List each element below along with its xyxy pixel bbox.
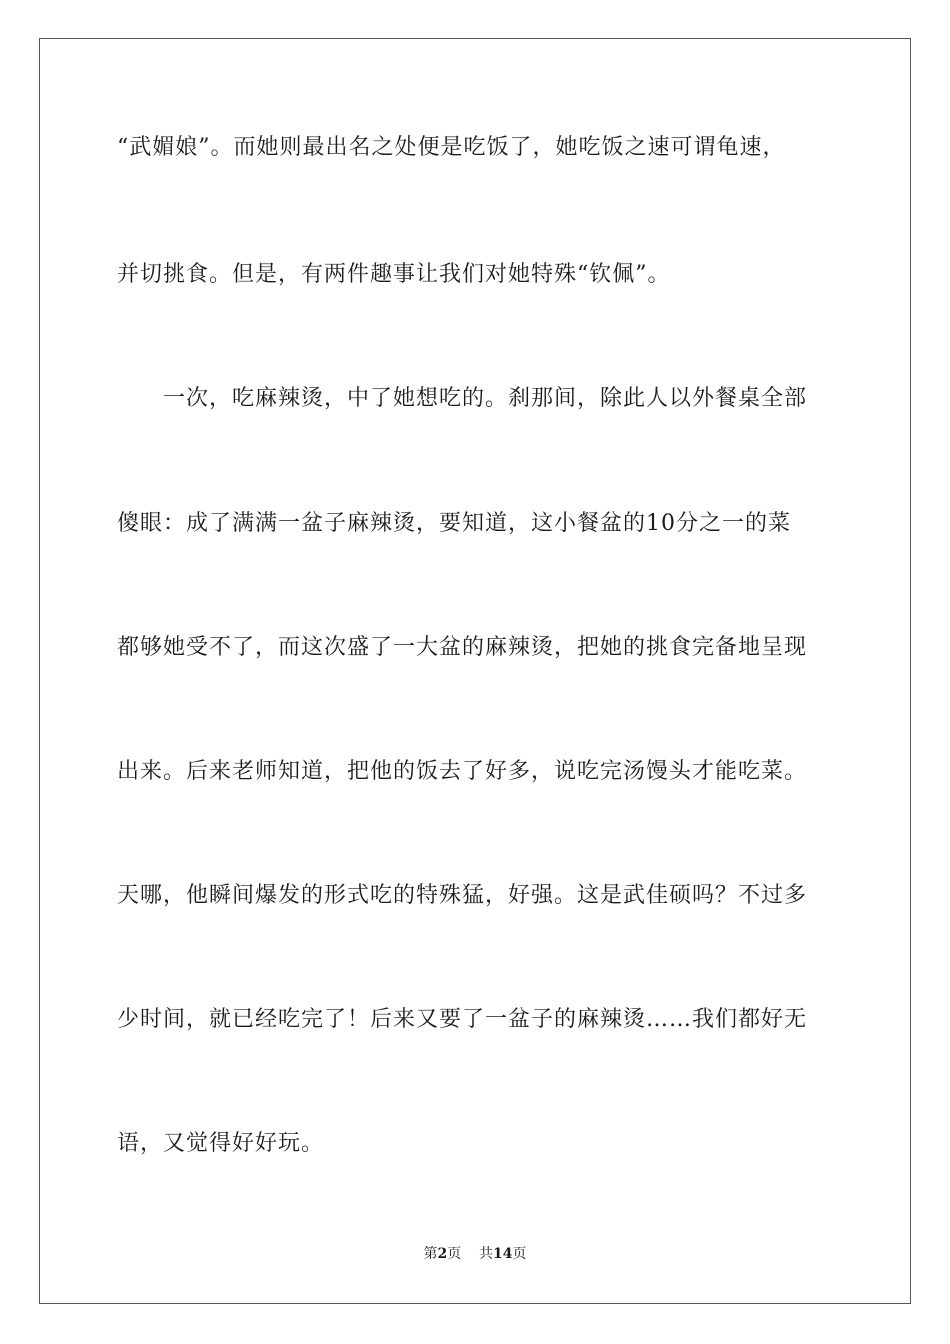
body-text-line: 都够她受不了，而这次盛了一大盆的麻辣烫，把她的挑食完备地呈现 xyxy=(117,635,808,660)
page-label-suffix: 页 xyxy=(447,1246,462,1262)
body-text-line: 傻眼：成了满满一盆子麻辣烫，要知道，这小餐盆的10分之一的菜 xyxy=(117,511,791,536)
body-text-line: 少时间，就已经吃完了！后来又要了一盆子的麻辣烫……我们都好无 xyxy=(117,1007,808,1032)
total-pages: 14 xyxy=(493,1246,513,1262)
page-border xyxy=(39,38,911,1304)
total-label-suffix: 页 xyxy=(512,1246,527,1262)
total-label-prefix: 共 xyxy=(479,1246,494,1262)
body-text-line: 一次，吃麻辣烫，中了她想吃的。刹那间，除此人以外餐桌全部 xyxy=(117,386,808,411)
page-footer xyxy=(0,1244,950,1264)
body-text-line: 天哪，他瞬间爆发的形式吃的特殊猛，好强。这是武佳硕吗？不过多 xyxy=(117,883,808,908)
page-number: 2 xyxy=(437,1246,448,1262)
page-label-prefix: 第 xyxy=(423,1246,438,1262)
body-text-line: 语，又觉得好好玩。 xyxy=(117,1131,325,1156)
body-text-line: 出来。后来老师知道，把他的饭去了好多，说吃完汤馒头才能吃菜。 xyxy=(117,759,808,784)
body-text-line: “武媚娘”。而她则最出名之处便是吃饭了，她吃饭之速可谓龟速， xyxy=(117,135,786,160)
body-text-line: 并切挑食。但是，有两件趣事让我们对她特殊“钦佩”。 xyxy=(117,262,671,287)
